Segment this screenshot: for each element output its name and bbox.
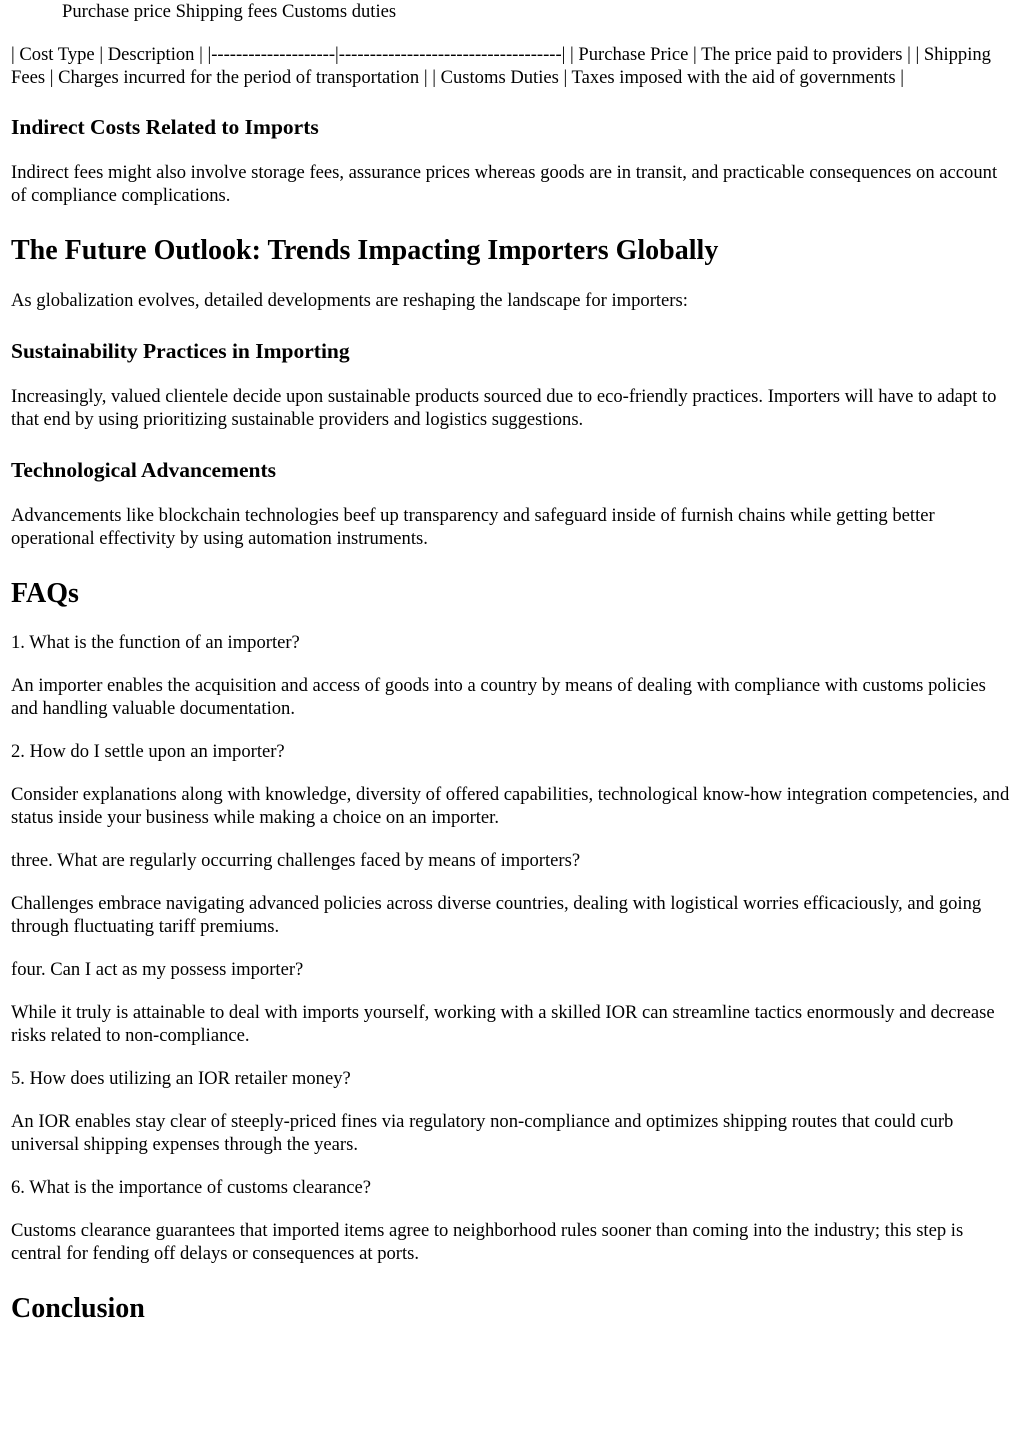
- indirect-costs-paragraph: Indirect fees might also involve storage fees, assurance prices whereas goods are in transit, and practicable consequences on account of compliance complications.: [11, 162, 998, 206]
- faq-answer: Consider explanations along with knowledge, diversity of offered capabilities, technological know-how integration competencies, and status inside your business while making a choice on an importer.: [11, 784, 1010, 828]
- faq-answer: Challenges embrace navigating advanced policies across diverse countries, dealing with logistical worries efficaciously, and going through fluctuating tariff premiums.: [11, 893, 982, 937]
- technology-heading: Technological Advancements: [11, 458, 276, 482]
- faq-question: 2. How do I settle upon an importer?: [11, 741, 285, 762]
- faq-question: 6. What is the importance of customs clearance?: [11, 1177, 372, 1198]
- faq-question: three. What are regularly occurring challenges faced by means of importers?: [11, 850, 581, 871]
- conclusion-heading: Conclusion: [11, 1293, 145, 1324]
- cost-table-text: | Cost Type | Description | |--------------------|------------------------------------| | Purchase Price | The price paid to providers | | Shipping Fees | Charges incurred for the period of transportation | | Customs Duties | Taxes imposed with the aid of governments |: [11, 44, 991, 88]
- faq-question: four. Can I act as my possess importer?: [11, 959, 304, 980]
- future-outlook-intro: As globalization evolves, detailed developments are reshaping the landscape for importers:: [11, 290, 688, 311]
- sustainability-paragraph: Increasingly, valued clientele decide upon sustainable products sourced due to eco-friendly practices. Importers will have to adapt to that end by using prioritizing sustainable providers and logistics suggestions.: [11, 386, 997, 430]
- faqs-heading: FAQs: [11, 578, 79, 609]
- faq-question: 1. What is the function of an importer?: [11, 632, 300, 653]
- faq-answer: An importer enables the acquisition and access of goods into a country by means of dealing with compliance with customs policies and handling valuable documentation.: [11, 675, 986, 719]
- technology-paragraph: Advancements like blockchain technologies beef up transparency and safeguard inside of furnish chains while getting better operational effectivity by using automation instruments.: [11, 505, 935, 549]
- faq-question: 5. How does utilizing an IOR retailer money?: [11, 1068, 351, 1089]
- indirect-costs-heading: Indirect Costs Related to Imports: [11, 115, 319, 139]
- cost-list: Purchase price Shipping fees Customs duties: [62, 1, 397, 22]
- future-outlook-heading: The Future Outlook: Trends Impacting Importers Globally: [11, 235, 719, 266]
- sustainability-heading: Sustainability Practices in Importing: [11, 339, 350, 363]
- faq-answer: While it truly is attainable to deal with imports yourself, working with a skilled IOR can streamline tactics enormously and decrease risks related to non-compliance.: [11, 1002, 995, 1046]
- faq-answer: An IOR enables stay clear of steeply-priced fines via regulatory non-compliance and optimizes shipping routes that could curb universal shipping expenses through the years.: [11, 1111, 954, 1155]
- faq-answer: Customs clearance guarantees that imported items agree to neighborhood rules sooner than coming into the industry; this step is central for fending off delays or consequences at ports.: [11, 1220, 964, 1264]
